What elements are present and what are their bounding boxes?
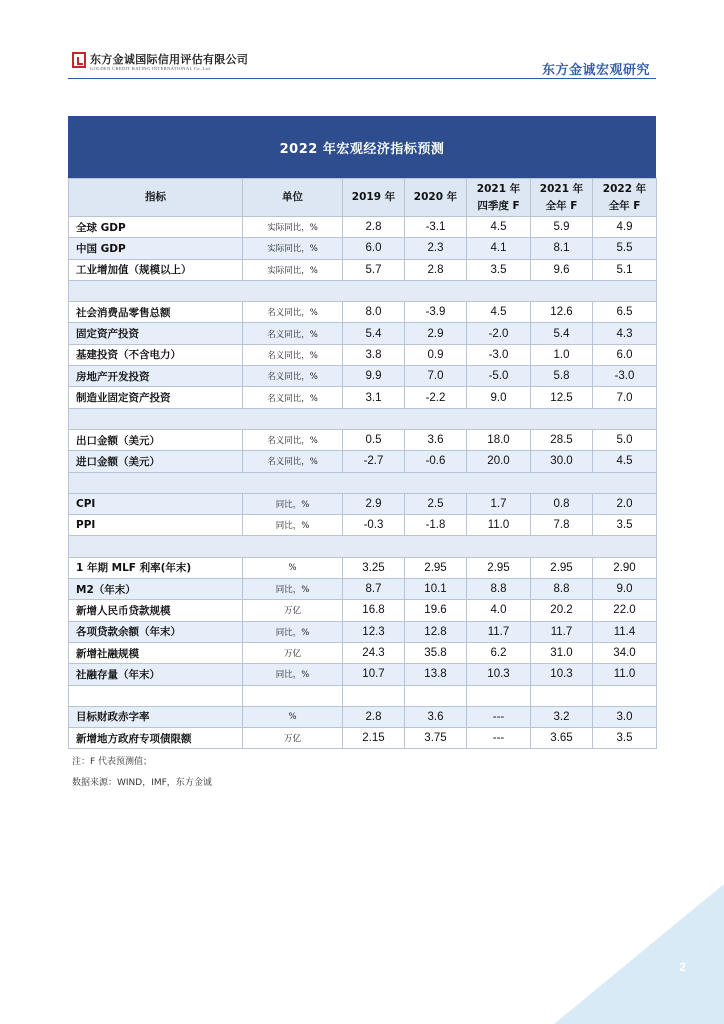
- value-2022-full: 3.0: [593, 706, 657, 727]
- value-2021-full: 3.65: [531, 728, 593, 749]
- indicator-name: CPI: [69, 493, 243, 514]
- indicator-unit: 同比，%: [243, 579, 343, 600]
- value-2022-full: 3.5: [593, 515, 657, 536]
- value-2021-full: 7.8: [531, 515, 593, 536]
- indicator-name: 固定资产投资: [69, 323, 243, 344]
- header-2021-q4-year: 2021 年: [476, 182, 521, 195]
- table-row: [69, 728, 657, 749]
- table-title: 2022 年宏观经济指标预测: [68, 116, 656, 178]
- value-2021-q4: ---: [467, 728, 531, 749]
- value-2019: 8.0: [343, 302, 405, 323]
- value-2020: 2.9: [405, 323, 467, 344]
- value-2019: 10.7: [343, 664, 405, 685]
- indicator-name: 房地产开发投资: [69, 366, 243, 387]
- value-2021-full: 3.2: [531, 706, 593, 727]
- table-row: [69, 642, 657, 663]
- value-2019: 9.9: [343, 366, 405, 387]
- value-2019: 6.0: [343, 238, 405, 259]
- separator-row: [69, 472, 657, 493]
- table-row: [69, 579, 657, 600]
- table-row: [69, 387, 657, 408]
- value-2022-full: 2.0: [593, 493, 657, 514]
- value-2021-full: 31.0: [531, 642, 593, 663]
- indicator-name: 工业增加值（规模以上）: [69, 259, 243, 280]
- value-2021-full: 9.6: [531, 259, 593, 280]
- page-header: [0, 0, 724, 80]
- value-2022-full: 6.0: [593, 344, 657, 365]
- value-2019: 2.15: [343, 728, 405, 749]
- company-name-en: GOLDEN CREDIT RATING INTERNATIONAL Co.,Ltd.: [90, 66, 212, 71]
- value-2021-full: 5.9: [531, 217, 593, 238]
- value-2022-full: 5.0: [593, 429, 657, 450]
- value-2020: 12.8: [405, 621, 467, 642]
- value-2022-full: 7.0: [593, 387, 657, 408]
- value-2022-full: 34.0: [593, 642, 657, 663]
- indicator-name: 全球 GDP: [69, 217, 243, 238]
- value-2020: 35.8: [405, 642, 467, 663]
- forecast-note: 注：F 代表预测值；: [72, 757, 153, 767]
- indicator-name: 基建投资（不含电力）: [69, 344, 243, 365]
- indicator-unit: 万亿: [243, 600, 343, 621]
- indicator-name: 中国 GDP: [69, 238, 243, 259]
- header-2021-q4-period: 四季度 F: [477, 199, 520, 212]
- value-2021-q4: 4.1: [467, 238, 531, 259]
- value-2022-full: 5.5: [593, 238, 657, 259]
- indicator-unit: 名义同比，%: [243, 344, 343, 365]
- separator-row: [69, 536, 657, 557]
- header-unit: 单位: [243, 179, 343, 217]
- data-source: 数据来源：WIND，IMF，东方金诚: [72, 778, 212, 788]
- forecast-table-container: [68, 116, 656, 749]
- indicator-name: 1 年期 MLF 利率(年末): [69, 557, 243, 578]
- value-2022-full: 4.5: [593, 451, 657, 472]
- value-2022-full: 11.4: [593, 621, 657, 642]
- value-2021-q4: 4.5: [467, 217, 531, 238]
- value-2020: 2.3: [405, 238, 467, 259]
- value-2021-q4: 4.0: [467, 600, 531, 621]
- value-2019: -0.3: [343, 515, 405, 536]
- value-2021-full: 20.2: [531, 600, 593, 621]
- value-2019: 16.8: [343, 600, 405, 621]
- table-row: [69, 515, 657, 536]
- value-2020: 3.6: [405, 429, 467, 450]
- value-2020: -1.8: [405, 515, 467, 536]
- indicator-name: 社融存量（年末）: [69, 664, 243, 685]
- table-row: [69, 238, 657, 259]
- indicator-name: 进口金额（美元）: [69, 451, 243, 472]
- value-2021-full: 5.8: [531, 366, 593, 387]
- header-2022-full: [593, 179, 657, 217]
- indicator-unit: 名义同比，%: [243, 429, 343, 450]
- header-2021-q4: [467, 179, 531, 217]
- table-row: [69, 344, 657, 365]
- value-2020: -3.1: [405, 217, 467, 238]
- table-row: [69, 302, 657, 323]
- value-2021-full: 12.6: [531, 302, 593, 323]
- indicator-unit: 名义同比，%: [243, 387, 343, 408]
- value-2019: 2.9: [343, 493, 405, 514]
- value-2020: 7.0: [405, 366, 467, 387]
- indicator-unit: 万亿: [243, 728, 343, 749]
- value-2022-full: 5.1: [593, 259, 657, 280]
- value-2020: -2.2: [405, 387, 467, 408]
- value-2021-full: 2.95: [531, 557, 593, 578]
- corner-decoration: [554, 884, 724, 1024]
- table-row: [69, 323, 657, 344]
- value-2021-q4: ---: [467, 706, 531, 727]
- table-row: [69, 600, 657, 621]
- value-2021-q4: 6.2: [467, 642, 531, 663]
- indicator-name: 各项贷款余额（年末）: [69, 621, 243, 642]
- page-number: 2: [679, 960, 686, 974]
- header-indicator: 指标: [69, 179, 243, 217]
- value-2021-q4: -2.0: [467, 323, 531, 344]
- value-2019: 12.3: [343, 621, 405, 642]
- value-2021-q4: 18.0: [467, 429, 531, 450]
- indicator-unit: 同比，%: [243, 493, 343, 514]
- table-row: [69, 366, 657, 387]
- indicator-unit: 实际同比，%: [243, 238, 343, 259]
- value-2019: -2.7: [343, 451, 405, 472]
- value-2022-full: 3.5: [593, 728, 657, 749]
- separator-row: [69, 280, 657, 301]
- indicator-unit: 同比，%: [243, 664, 343, 685]
- indicator-name: 新增人民币贷款规模: [69, 600, 243, 621]
- value-2022-full: 11.0: [593, 664, 657, 685]
- header-2022-full-period: 全年 F: [608, 199, 641, 212]
- value-2021-q4: 2.95: [467, 557, 531, 578]
- value-2019: 2.8: [343, 706, 405, 727]
- value-2020: -3.9: [405, 302, 467, 323]
- header-divider: [68, 78, 656, 79]
- table-notes: [72, 752, 212, 794]
- indicator-name: 目标财政赤字率: [69, 706, 243, 727]
- value-2022-full: 6.5: [593, 302, 657, 323]
- table-row: [69, 493, 657, 514]
- indicator-unit: %: [243, 706, 343, 727]
- value-2021-full: 11.7: [531, 621, 593, 642]
- value-2019: 5.7: [343, 259, 405, 280]
- value-2021-full: 5.4: [531, 323, 593, 344]
- value-2021-q4: 20.0: [467, 451, 531, 472]
- indicator-name: 新增社融规模: [69, 642, 243, 663]
- value-2021-q4: 11.0: [467, 515, 531, 536]
- header-2021-full-year: 2021 年: [539, 182, 584, 195]
- value-2019: 24.3: [343, 642, 405, 663]
- value-2020: -0.6: [405, 451, 467, 472]
- value-2021-full: 28.5: [531, 429, 593, 450]
- indicator-unit: 名义同比，%: [243, 302, 343, 323]
- value-2021-full: 10.3: [531, 664, 593, 685]
- table-row: [69, 217, 657, 238]
- value-2019: 0.5: [343, 429, 405, 450]
- value-2021-q4: -3.0: [467, 344, 531, 365]
- value-2019: 3.25: [343, 557, 405, 578]
- table-row: [69, 557, 657, 578]
- table-row: [69, 664, 657, 685]
- indicator-unit: 名义同比，%: [243, 323, 343, 344]
- value-2022-full: 9.0: [593, 579, 657, 600]
- header-2022-full-year: 2022 年: [602, 182, 647, 195]
- forecast-table: [68, 178, 657, 749]
- value-2019: 5.4: [343, 323, 405, 344]
- table-row: [69, 706, 657, 727]
- header-2020: 2020 年: [405, 179, 467, 217]
- value-2020: 13.8: [405, 664, 467, 685]
- indicator-unit: 实际同比，%: [243, 259, 343, 280]
- value-2022-full: 2.90: [593, 557, 657, 578]
- value-2022-full: 4.9: [593, 217, 657, 238]
- value-2021-full: 30.0: [531, 451, 593, 472]
- value-2021-q4: 1.7: [467, 493, 531, 514]
- indicator-unit: 同比，%: [243, 515, 343, 536]
- value-2020: 0.9: [405, 344, 467, 365]
- table-row: [69, 451, 657, 472]
- value-2021-full: 12.5: [531, 387, 593, 408]
- value-2019: 3.1: [343, 387, 405, 408]
- value-2021-q4: 4.5: [467, 302, 531, 323]
- value-2021-q4: 10.3: [467, 664, 531, 685]
- value-2021-q4: 11.7: [467, 621, 531, 642]
- indicator-unit: 实际同比，%: [243, 217, 343, 238]
- value-2021-full: 1.0: [531, 344, 593, 365]
- indicator-name: M2（年末）: [69, 579, 243, 600]
- value-2019: 3.8: [343, 344, 405, 365]
- indicator-unit: 名义同比，%: [243, 366, 343, 387]
- header-2021-full: [531, 179, 593, 217]
- value-2020: 2.5: [405, 493, 467, 514]
- table-header-row: [69, 179, 657, 217]
- value-2021-full: 0.8: [531, 493, 593, 514]
- value-2022-full: -3.0: [593, 366, 657, 387]
- indicator-name: PPI: [69, 515, 243, 536]
- brand-title: 东方金诚宏观研究: [541, 63, 650, 78]
- separator-row: [69, 408, 657, 429]
- indicator-unit: 万亿: [243, 642, 343, 663]
- value-2021-full: 8.8: [531, 579, 593, 600]
- table-row: [69, 429, 657, 450]
- indicator-name: 社会消费品零售总额: [69, 302, 243, 323]
- header-2021-full-period: 全年 F: [545, 199, 578, 212]
- value-2020: 2.8: [405, 259, 467, 280]
- indicator-name: 新增地方政府专项债限额: [69, 728, 243, 749]
- value-2020: 3.75: [405, 728, 467, 749]
- header-2019: 2019 年: [343, 179, 405, 217]
- indicator-unit: %: [243, 557, 343, 578]
- value-2019: 2.8: [343, 217, 405, 238]
- value-2020: 19.6: [405, 600, 467, 621]
- indicator-unit: 名义同比，%: [243, 451, 343, 472]
- value-2020: 10.1: [405, 579, 467, 600]
- company-name-cn: 东方金诚国际信用评估有限公司: [90, 53, 249, 66]
- value-2021-q4: 3.5: [467, 259, 531, 280]
- blank-row: [69, 685, 657, 706]
- value-2019: 8.7: [343, 579, 405, 600]
- indicator-unit: 同比，%: [243, 621, 343, 642]
- value-2020: 3.6: [405, 706, 467, 727]
- value-2021-full: 8.1: [531, 238, 593, 259]
- value-2021-q4: -5.0: [467, 366, 531, 387]
- value-2022-full: 4.3: [593, 323, 657, 344]
- indicator-name: 制造业固定资产投资: [69, 387, 243, 408]
- table-row: [69, 259, 657, 280]
- company-logo-icon: [72, 52, 86, 68]
- value-2020: 2.95: [405, 557, 467, 578]
- indicator-name: 出口金额（美元）: [69, 429, 243, 450]
- value-2021-q4: 9.0: [467, 387, 531, 408]
- value-2021-q4: 8.8: [467, 579, 531, 600]
- table-row: [69, 621, 657, 642]
- value-2022-full: 22.0: [593, 600, 657, 621]
